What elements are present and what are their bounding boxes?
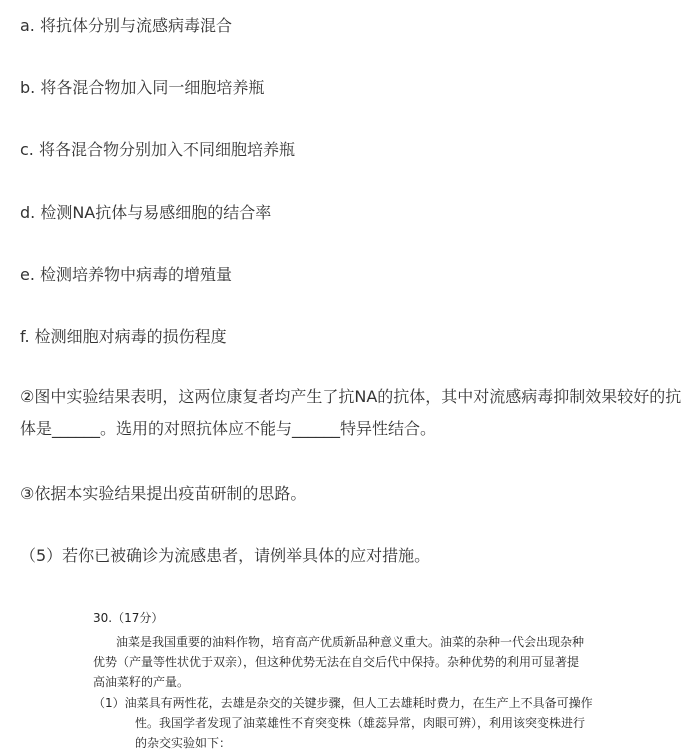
scan-question-line: 的杂交实验如下： xyxy=(135,736,232,750)
option-b: b. 将各混合物加入同一细胞培养瓶 xyxy=(20,78,265,97)
scan-paragraph-line: 优势（产量等性状优于双亲），但这种优势无法在自交后代中保持。杂种优势的利用可显著提 xyxy=(93,655,580,669)
question-5-text: （5）若你已被确诊为流感患者，请例举具体的应对措施。 xyxy=(20,546,431,565)
question-3-text: ③依据本实验结果提出疫苗研制的思路。 xyxy=(20,484,307,503)
scan-question-line: （1）油菜具有两性花，去雄是杂交的关键步骤，但人工去雄耗时费力，在生产上不具备可操作 xyxy=(93,696,593,710)
scan-question-line: 性。我国学者发现了油菜雄性不育突变株（雄蕊异常，肉眼可辨），利用该突变株进行 xyxy=(135,716,586,730)
scanned-question-image xyxy=(0,596,691,755)
scan-question-number: 30.（17分） xyxy=(93,611,164,625)
scan-paragraph-line: 高油菜籽的产量。 xyxy=(93,675,190,689)
option-e: e. 检测培养物中病毒的增殖量 xyxy=(20,265,233,284)
option-d: d. 检测NA抗体与易感细胞的结合率 xyxy=(20,203,272,222)
question-2-text: ②图中实验结果表明，这两位康复者均产生了抗NA的抗体，其中对流感病毒抑制效果较好的抗体是______。选用的对照抗体应不能与______特异性结合。 xyxy=(20,387,682,438)
option-a: a. 将抗体分别与流感病毒混合 xyxy=(20,16,232,35)
option-f: f. 检测细胞对病毒的损伤程度 xyxy=(20,327,227,346)
scan-paragraph-line: 油菜是我国重要的油料作物，培育高产优质新品种意义重大。油菜的杂种一代会出现杂种 xyxy=(116,635,585,649)
option-c: c. 将各混合物分别加入不同细胞培养瓶 xyxy=(20,140,295,159)
